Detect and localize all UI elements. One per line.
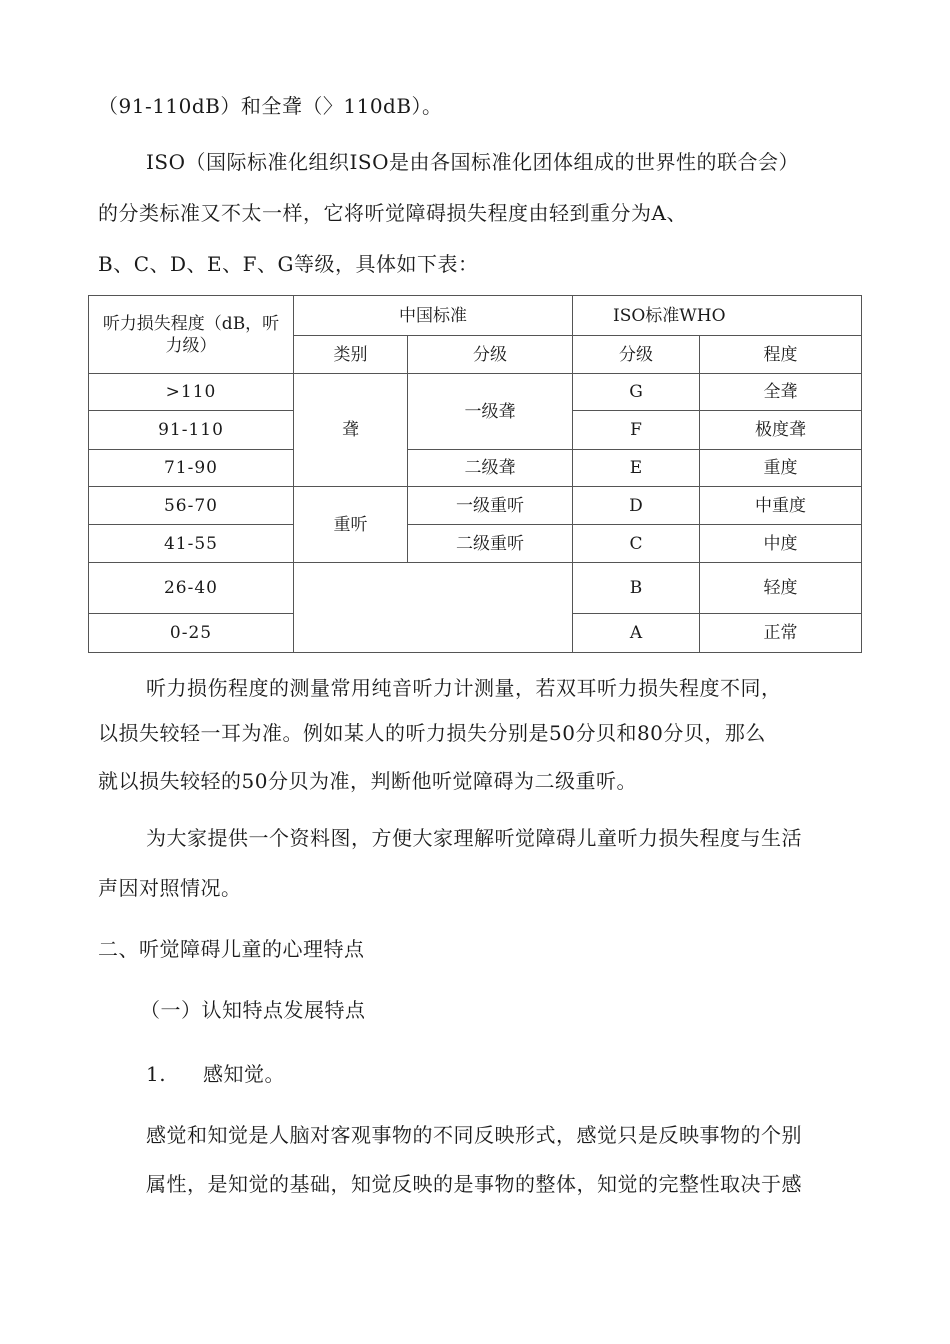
degree: 轻度: [700, 563, 862, 614]
grade-hard-2: 二级重听: [408, 525, 573, 563]
degree: 中度: [700, 525, 862, 563]
header-category: 类别: [294, 336, 408, 374]
paragraph-line: （91-110dB）和全聋（〉110dB）。: [98, 94, 443, 118]
degree: 重度: [700, 450, 862, 487]
subsection-heading: （一）认知特点发展特点: [140, 998, 366, 1022]
loss-range: >110: [89, 374, 294, 411]
loss-range: 26-40: [89, 563, 294, 614]
iso-grade: F: [573, 411, 700, 450]
degree: 全聋: [700, 374, 862, 411]
iso-grade: G: [573, 374, 700, 411]
table-row: [89, 563, 862, 614]
loss-range: 71-90: [89, 450, 294, 487]
category-deaf: 聋: [294, 374, 408, 487]
grade-hard-1: 一级重听: [408, 487, 573, 525]
paragraph-line: 以损失较轻一耳为准。例如某人的听力损失分别是50分贝和80分贝，那么: [98, 721, 766, 745]
paragraph-line: 为大家提供一个资料图，方便大家理解听觉障碍儿童听力损失程度与生活: [146, 826, 802, 850]
loss-range: 41-55: [89, 525, 294, 563]
paragraph-line: ISO（国际标准化组织ISO是由各国标准化团体组成的世界性的联合会）: [146, 150, 799, 174]
header-degree: 程度: [700, 336, 862, 374]
category-hard-of-hearing: 重听: [294, 487, 408, 563]
degree: 极度聋: [700, 411, 862, 450]
degree: 正常: [700, 614, 862, 653]
paragraph-line: 感觉和知觉是人脑对客观事物的不同反映形式，感觉只是反映事物的个别: [146, 1123, 802, 1147]
loss-range: 56-70: [89, 487, 294, 525]
table-row: [89, 525, 862, 563]
section-heading: 二、听觉障碍儿童的心理特点: [98, 937, 365, 961]
paragraph-line: 声因对照情况。: [98, 876, 242, 900]
header-loss-level: 听力损失程度（dB，听力级）: [89, 296, 294, 374]
header-iso-standard: ISO标准WHO: [573, 296, 862, 336]
table-row: [89, 450, 862, 487]
paragraph-line: 就以损失较轻的50分贝为准，判断他听觉障碍为二级重听。: [98, 769, 637, 793]
loss-range: 0-25: [89, 614, 294, 653]
item-number: 1.: [146, 1062, 167, 1086]
iso-grade: E: [573, 450, 700, 487]
paragraph-line: 听力损伤程度的测量常用纯音听力计测量，若双耳听力损失程度不同，: [146, 676, 782, 700]
iso-grade: B: [573, 563, 700, 614]
empty-cell: [294, 563, 573, 653]
paragraph-line: 的分类标准又不太一样，它将听觉障碍损失程度由轻到重分为A、: [98, 201, 687, 225]
paragraph-line: 属性，是知觉的基础，知觉反映的是事物的整体，知觉的完整性取决于感: [146, 1172, 802, 1196]
iso-grade: A: [573, 614, 700, 653]
header-grade-china: 分级: [408, 336, 573, 374]
header-grade-iso: 分级: [573, 336, 700, 374]
paragraph-line: B、C、D、E、F、G等级，具体如下表：: [98, 252, 479, 276]
iso-grade: C: [573, 525, 700, 563]
grade-deaf-1: 一级聋: [408, 374, 573, 450]
table-row: [89, 374, 862, 411]
iso-grade: D: [573, 487, 700, 525]
table-row: [89, 487, 862, 525]
item-heading: 感知觉。: [203, 1062, 285, 1086]
loss-range: 91-110: [89, 411, 294, 450]
header-china-standard: 中国标准: [294, 296, 573, 336]
hearing-loss-table: [88, 295, 862, 653]
degree: 中重度: [700, 487, 862, 525]
grade-deaf-2: 二级聋: [408, 450, 573, 487]
